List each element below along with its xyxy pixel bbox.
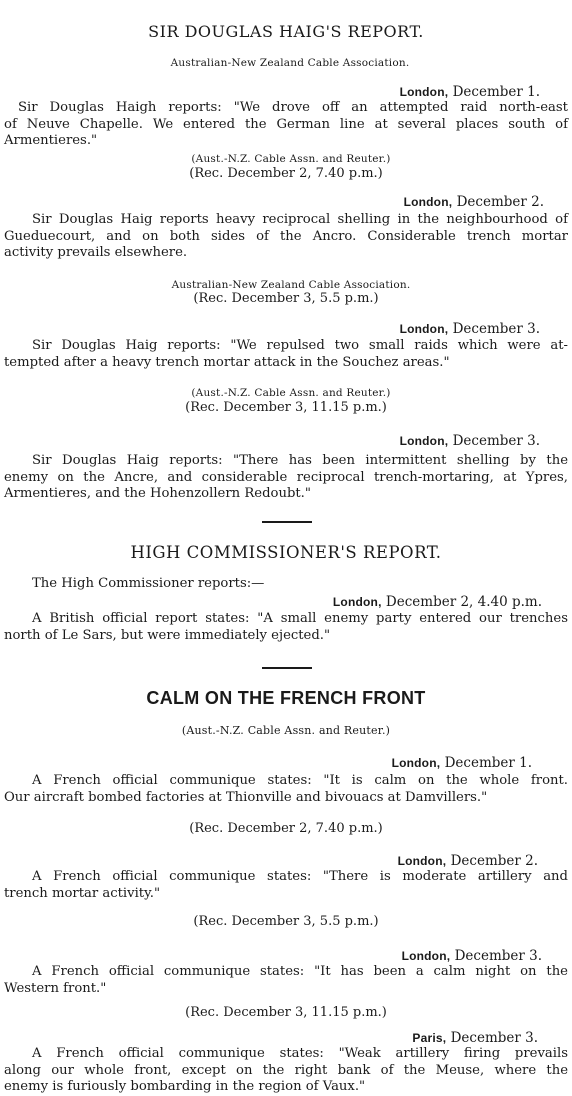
haig-rec-2: (Rec. December 3, 5.5 p.m.) xyxy=(193,291,379,306)
haig-report-3 xyxy=(4,338,568,371)
haig-report-2 xyxy=(4,212,568,262)
french-rec-2: (Rec. December 3, 5.5 p.m.) xyxy=(193,914,379,929)
commissioner-heading: HIGH COMMISSIONER'S REPORT. xyxy=(130,543,442,562)
french-dateline-3 xyxy=(0,948,572,964)
report-line: Armentieres, and the Hohenzollern Redoubt." xyxy=(4,486,311,501)
dateline-date: December 1. xyxy=(444,755,532,771)
dateline-place: London, xyxy=(399,434,449,448)
dateline-place: London, xyxy=(401,949,451,963)
dateline-date: December 2. xyxy=(456,194,544,210)
haig-dateline-4 xyxy=(0,433,572,449)
haig-dateline-3 xyxy=(0,321,572,337)
french-dateline-2 xyxy=(0,853,572,869)
report-line: A British official report states: "A small enemy party entered our trenches xyxy=(32,611,568,626)
dateline-date: December 3. xyxy=(452,321,540,337)
haig-heading: SIR DOUGLAS HAIG'S REPORT. xyxy=(148,22,424,41)
dateline-date: December 1. xyxy=(452,84,540,100)
dateline-date: December 2, 4.40 p.m. xyxy=(385,594,542,610)
report-line: A French official communique states: "It is calm on the whole front. xyxy=(32,773,568,788)
commissioner-report xyxy=(4,611,568,644)
report-line: A French official communique states: "Weak artillery firing prevails xyxy=(32,1046,568,1061)
report-line: A French official communique states: "There is moderate artillery and xyxy=(32,869,568,884)
haig-rec-1: (Rec. December 2, 7.40 p.m.) xyxy=(189,166,383,181)
haig-rec-3: (Rec. December 3, 11.15 p.m.) xyxy=(185,400,387,415)
dateline-place: London, xyxy=(403,195,453,209)
section-divider xyxy=(262,667,312,669)
dateline-place: Paris, xyxy=(412,1031,447,1045)
french-rec-3: (Rec. December 3, 11.15 p.m.) xyxy=(185,1005,387,1020)
french-dateline-1 xyxy=(0,755,572,771)
french-dateline-4 xyxy=(0,1030,572,1046)
french-source: (Aust.-N.Z. Cable Assn. and Reuter.) xyxy=(181,724,391,737)
report-line: A French official communique states: "It has been a calm night on the xyxy=(32,964,568,979)
haig-source-2: Australian-New Zealand Cable Association. xyxy=(171,279,411,291)
report-line: Sir Douglas Haig reports: "There has been intermittent shelling by the xyxy=(32,453,568,468)
haig-source-1: (Aust.-N.Z. Cable Assn. and Reuter.) xyxy=(191,153,391,165)
french-heading: CALM ON THE FRENCH FRONT xyxy=(146,688,426,708)
french-report-3 xyxy=(4,964,568,997)
haig-source: Australian-New Zealand Cable Association. xyxy=(170,57,410,69)
report-line: Sir Douglas Haigh reports: "We drove off an attempted raid north-east xyxy=(18,100,568,115)
haig-dateline-1 xyxy=(0,84,572,100)
dateline-place: London, xyxy=(399,85,449,99)
report-line: activity prevails elsewhere. xyxy=(4,245,188,260)
commissioner-dateline xyxy=(0,594,572,610)
report-line: north of Le Sars, but were immediately ejected." xyxy=(4,627,331,643)
report-line: of Neuve Chapelle. We entered the German line at several places south of xyxy=(4,116,568,132)
report-line: Armentieres." xyxy=(4,133,98,148)
report-line: Our aircraft bombed factories at Thionville and bivouacs at Damvillers." xyxy=(4,789,488,805)
report-line: Western front." xyxy=(4,980,107,996)
french-report-2 xyxy=(4,869,568,902)
dateline-date: December 3. xyxy=(454,948,542,964)
dateline-place: London, xyxy=(391,756,441,770)
report-line: Gueduecourt, and on both sides of the Ancro. Considerable trench mortar xyxy=(4,228,568,244)
haig-report-1 xyxy=(4,100,568,150)
french-report-4 xyxy=(4,1046,568,1096)
report-line: Sir Douglas Haig reports: "We repulsed two small raids which were at- xyxy=(32,338,568,353)
report-line: enemy is furiously bombarding in the region of Vaux." xyxy=(4,1079,366,1094)
commissioner-intro: The High Commissioner reports:— xyxy=(32,576,265,591)
report-line: along our whole front, except on the right bank of the Meuse, where the xyxy=(4,1062,568,1078)
dateline-date: December 3. xyxy=(452,433,540,449)
french-rec-1: (Rec. December 2, 7.40 p.m.) xyxy=(189,821,383,836)
french-report-1 xyxy=(4,773,568,806)
dateline-place: London, xyxy=(397,854,447,868)
haig-source-3: (Aust.-N.Z. Cable Assn. and Reuter.) xyxy=(191,387,391,399)
haig-dateline-2 xyxy=(0,194,572,210)
report-line: Sir Douglas Haig reports heavy reciprocal shelling in the neighbourhood of xyxy=(32,212,568,227)
report-line: enemy on the Ancre, and considerable reciprocal trench-mortaring, at Ypres, xyxy=(4,469,568,485)
dateline-date: December 3. xyxy=(450,1030,538,1046)
report-line: tempted after a heavy trench mortar attack in the Souchez areas." xyxy=(4,354,450,370)
section-divider xyxy=(262,521,312,523)
dateline-date: December 2. xyxy=(450,853,538,869)
haig-report-4 xyxy=(4,453,568,503)
dateline-place: London, xyxy=(332,595,382,609)
report-line: trench mortar activity." xyxy=(4,885,161,901)
dateline-place: London, xyxy=(399,322,449,336)
